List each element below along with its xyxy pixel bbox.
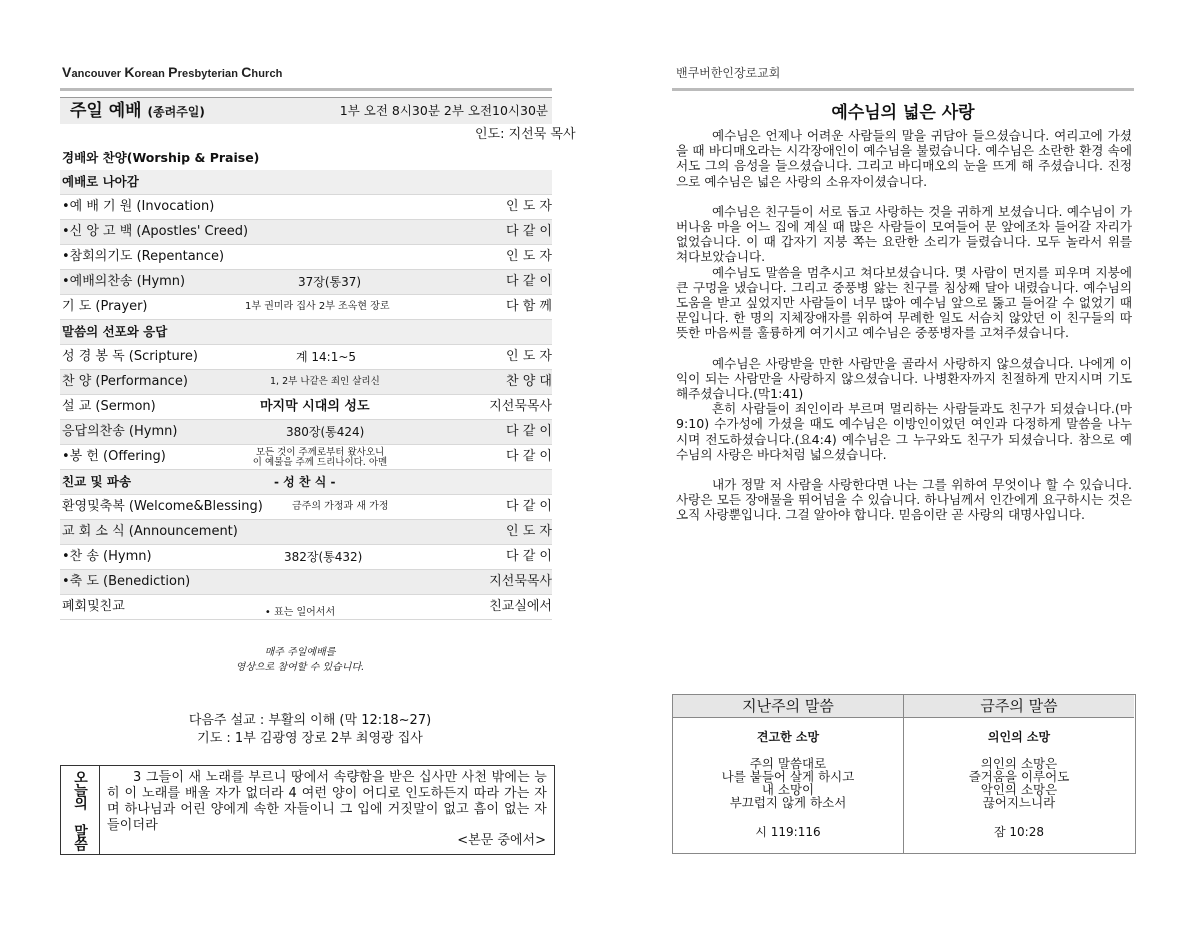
row-name: •축 도 (Benediction)	[62, 574, 191, 589]
church-name-korean: 밴쿠버한인장로교회	[676, 66, 781, 80]
verse-line: 주의 말씀대로	[749, 756, 827, 771]
section-worship	[60, 146, 552, 170]
row-leader: 다 같 이	[506, 424, 552, 439]
section-word-label: 말씀의 선포와 응답	[62, 324, 168, 339]
section-approach	[60, 170, 552, 195]
last-week-heading: 지난주의 말씀	[673, 695, 903, 718]
row-prayer	[60, 295, 552, 320]
row-name: 환영및축복 (Welcome&Blessing)	[62, 499, 263, 514]
header-rule	[672, 88, 1134, 91]
essay-paragraph: 예수님도 말씀을 멈추시고 쳐다보셨습니다. 몇 사람이 먼지를 피우며 지붕에 큰 구멍을 냈습니다. 그리고 중풍병 앓는 친구를 침상째 달아 내렸습니다. 예수님의 도움을 받고 싶었지만 사람들이 너무 많아 예수님 앞으로 뚫고 들어갈 수 없었기 때문입니다. 한 명의 지체장애자를 위하여 무례한 일도 서슴치 않았던 이 친구들의 따뜻한 마음씨를 훌륭하게 여기시고 예수님은 중풍병자를 고쳐주셨습니다.	[676, 264, 1132, 341]
row-detail: 1부 권미라 집사 2부 조옥현 장로	[245, 301, 390, 312]
essay-title: 예수님의 넓은 사랑	[831, 103, 975, 123]
service-title-row	[60, 98, 552, 124]
offering-prayer	[240, 448, 400, 468]
row-name: •봉 헌 (Offering)	[62, 449, 166, 464]
row-leader: 다 같 이	[506, 499, 552, 514]
offering-line: 모든 것이 주께로부터 왔사오니	[255, 447, 385, 458]
row-offering	[60, 445, 552, 470]
next-prayer: 기도 : 1부 김광영 장로 2부 최영광 집사	[197, 731, 423, 746]
section-word	[60, 320, 552, 345]
row-leader: 인 도 자	[506, 199, 552, 214]
row-hymn3	[60, 545, 552, 570]
order-of-service	[60, 97, 576, 620]
row-sermon	[60, 395, 552, 420]
row-scripture	[60, 345, 552, 370]
row-name: 성 경 봉 독 (Scripture)	[62, 349, 198, 364]
verse-line: 의인의 소망은	[980, 756, 1058, 771]
essay-paragraph: 예수님은 언제나 어려운 사람들의 말을 귀담아 들으셨습니다. 여리고에 가셨을 때 바디매오라는 시각장애인이 예수님을 불렀습니다. 예수님은 소란한 환경 속에서도 그의 음성을 들으셨습니다. 그리고 바디매오의 눈을 뜨게 해 주셨습니다. 진정으로 예수님은 넓은 사랑의 소유자이셨습니다.	[676, 128, 1132, 189]
row-repentance	[60, 245, 552, 270]
row-name: 찬 양 (Performance)	[62, 374, 188, 389]
row-leader: 다 같 이	[506, 449, 552, 464]
last-week-reference: 시 119:116	[755, 825, 821, 839]
row-detail: 1, 2부 나같은 죄인 살리신	[270, 376, 380, 387]
notice-line: 매주 주일예배를	[264, 647, 336, 658]
preacher-row	[60, 124, 576, 146]
section-worship-label: 경배와 찬양(Worship & Praise)	[62, 150, 260, 165]
row-leader: 다 같 이	[506, 274, 552, 289]
row-leader: 지선묵목사	[489, 399, 552, 414]
todays-word-verse: 3 그들이 새 노래를 부르니 땅에서 속량함을 받은 십사만 사천 밖에는 능히 이 노래를 배울 자가 없더라 4 여런 양이 어디로 인도하든지 따라 가는 자며 하나님과 어린 양에게 속한 자들이니 그 입에 거짓말이 없고 흠이 없는 자들이더라	[107, 770, 547, 833]
row-name: 교 회 소 식 (Announcement)	[62, 524, 238, 539]
row-leader: 다 함 께	[506, 299, 552, 314]
service-title: 주일 예배 (종려주일)	[70, 101, 205, 121]
communion-label: - 성 찬 식 -	[274, 475, 336, 489]
offering-line: 이 예물을 주께 드리나이다. 아멘	[252, 457, 388, 468]
row-performance	[60, 370, 552, 395]
sermon-title: 마지막 시대의 성도	[260, 399, 370, 414]
row-detail: 계 14:1~5	[296, 350, 357, 364]
row-detail: 382장(통432)	[284, 550, 363, 564]
verse-line: 끊어지느니라	[982, 795, 1056, 810]
next-week-info	[150, 712, 470, 748]
section-sending-label: 친교 및 파송	[62, 474, 132, 489]
verse-line: 악인의 소망은	[980, 782, 1058, 797]
row-leader: 지선묵목사	[489, 574, 552, 589]
next-sermon: 다음주 설교 : 부활의 이해 (막 12:18~27)	[188, 713, 432, 728]
row-welcome	[60, 495, 552, 520]
row-name: •신 앙 고 백 (Apostles' Creed)	[62, 224, 249, 239]
row-hymn2	[60, 420, 552, 445]
row-name: •찬 송 (Hymn)	[62, 549, 152, 564]
essay-body	[676, 128, 1132, 538]
essay-paragraph: 흔히 사람들이 죄인이라 부르며 멀리하는 사람들과도 친구가 되셨습니다.(마9:10) 수가성에 가셨을 때도 예수님은 이방인이었던 여인과 다정하게 말씀을 나누시며 전도하셨습니다.(요4:4) 예수님은 그 누구와도 친구가 되셨습니다. 참으로 예수님의 사랑은 바다처럼 넓으셨습니다.	[676, 401, 1132, 462]
this-week-reference: 잠 10:28	[994, 825, 1044, 839]
row-leader: 인 도 자	[506, 249, 552, 264]
row-leader: 친교실에서	[489, 599, 552, 614]
row-detail: 금주의 가정과 새 가정	[292, 501, 389, 512]
verse-line: 즐거움을 이루어도	[968, 769, 1070, 784]
row-announcement	[60, 520, 552, 545]
row-leader: 인 도 자	[506, 349, 552, 364]
row-detail: 380장(통424)	[286, 425, 365, 439]
todays-word-text	[107, 770, 547, 834]
row-creed	[60, 220, 552, 245]
row-benediction	[60, 570, 552, 595]
notice-line: 영상으로 참여할 수 있습니다.	[235, 662, 365, 673]
online-notice	[200, 645, 400, 675]
row-name: 기 도 (Prayer)	[62, 299, 148, 314]
essay-paragraph: 예수님은 친구들이 서로 돕고 사랑하는 것을 귀하게 보셨습니다. 예수님이 가버나움 마을 어느 집에 계실 때 많은 사람들이 모여들어 문 앞에조차 들어갈 자리가 없었습니다. 이 때 갑자기 지붕 쪽는 요란한 소리가 들렸습니다. 모두 놀라서 위를 쳐다보았습니다.	[676, 203, 1132, 265]
row-invocation	[60, 195, 552, 220]
this-week-text	[904, 757, 1134, 809]
row-name: 설 교 (Sermon)	[62, 399, 156, 414]
standing-note: • 표는 일어서서	[264, 607, 336, 618]
row-name: •예 배 기 원 (Invocation)	[62, 199, 215, 214]
service-times: 1부 오전 8시30분 2부 오전10시30분	[339, 103, 548, 118]
this-week-title: 의인의 소망	[987, 730, 1051, 744]
row-hymn1	[60, 270, 552, 295]
section-approach-label: 예배로 나아감	[62, 174, 139, 189]
todays-word-label: 오늘의 말씀	[61, 766, 100, 854]
row-leader: 인 도 자	[506, 524, 552, 539]
row-leader: 다 같 이	[506, 549, 552, 564]
row-leader: 찬 양 대	[506, 374, 552, 389]
todays-word-source: <본문 중에서>	[457, 833, 546, 848]
verse-line: 부끄럽지 않게 하소서	[729, 795, 847, 810]
last-week-text	[673, 757, 903, 809]
row-name: •예배의찬송 (Hymn)	[62, 274, 186, 289]
row-leader: 다 같 이	[506, 224, 552, 239]
essay-paragraph: 내가 정말 저 사람을 사랑한다면 나는 그를 위하여 무엇이나 할 수 있습니다. 사랑은 모든 장애물을 뛰어넘을 수 있습니다. 하나님께서 인간에게 요구하시는 것은 오직 사랑뿐입니다. 그걸 알아야 합니다. 믿음이란 곧 사랑의 대명사입니다.	[676, 477, 1132, 523]
this-week-heading: 금주의 말씀	[904, 695, 1134, 718]
church-name-english: Vancouver Korean Presbyterian Church	[62, 64, 283, 80]
preacher: 인도: 지선묵 목사	[475, 127, 576, 142]
row-name: 폐회및친교	[62, 599, 125, 614]
verses-table	[672, 694, 1136, 854]
todays-word-box	[60, 765, 555, 855]
section-sending	[60, 470, 552, 495]
row-name: 응답의찬송 (Hymn)	[62, 424, 178, 439]
verse-line: 내 소망이	[761, 782, 815, 797]
last-week-title: 견고한 소망	[756, 730, 820, 744]
header-rule	[60, 88, 552, 91]
verse-line: 나를 붙들어 살게 하시고	[721, 769, 855, 784]
row-name: •참회의기도 (Repentance)	[62, 249, 225, 264]
last-week-verse	[673, 695, 904, 853]
essay-paragraph: 예수님은 사랑받을 만한 사람만을 골라서 사랑하지 않으셨습니다. 나에게 이익이 되는 사람만을 사랑하지 않으셨습니다. 나병환자까지 친절하게 만지시며 기도해주셨습니다.(막1:41)	[676, 355, 1132, 402]
row-detail: 37장(통37)	[298, 275, 362, 289]
this-week-verse	[904, 695, 1134, 853]
